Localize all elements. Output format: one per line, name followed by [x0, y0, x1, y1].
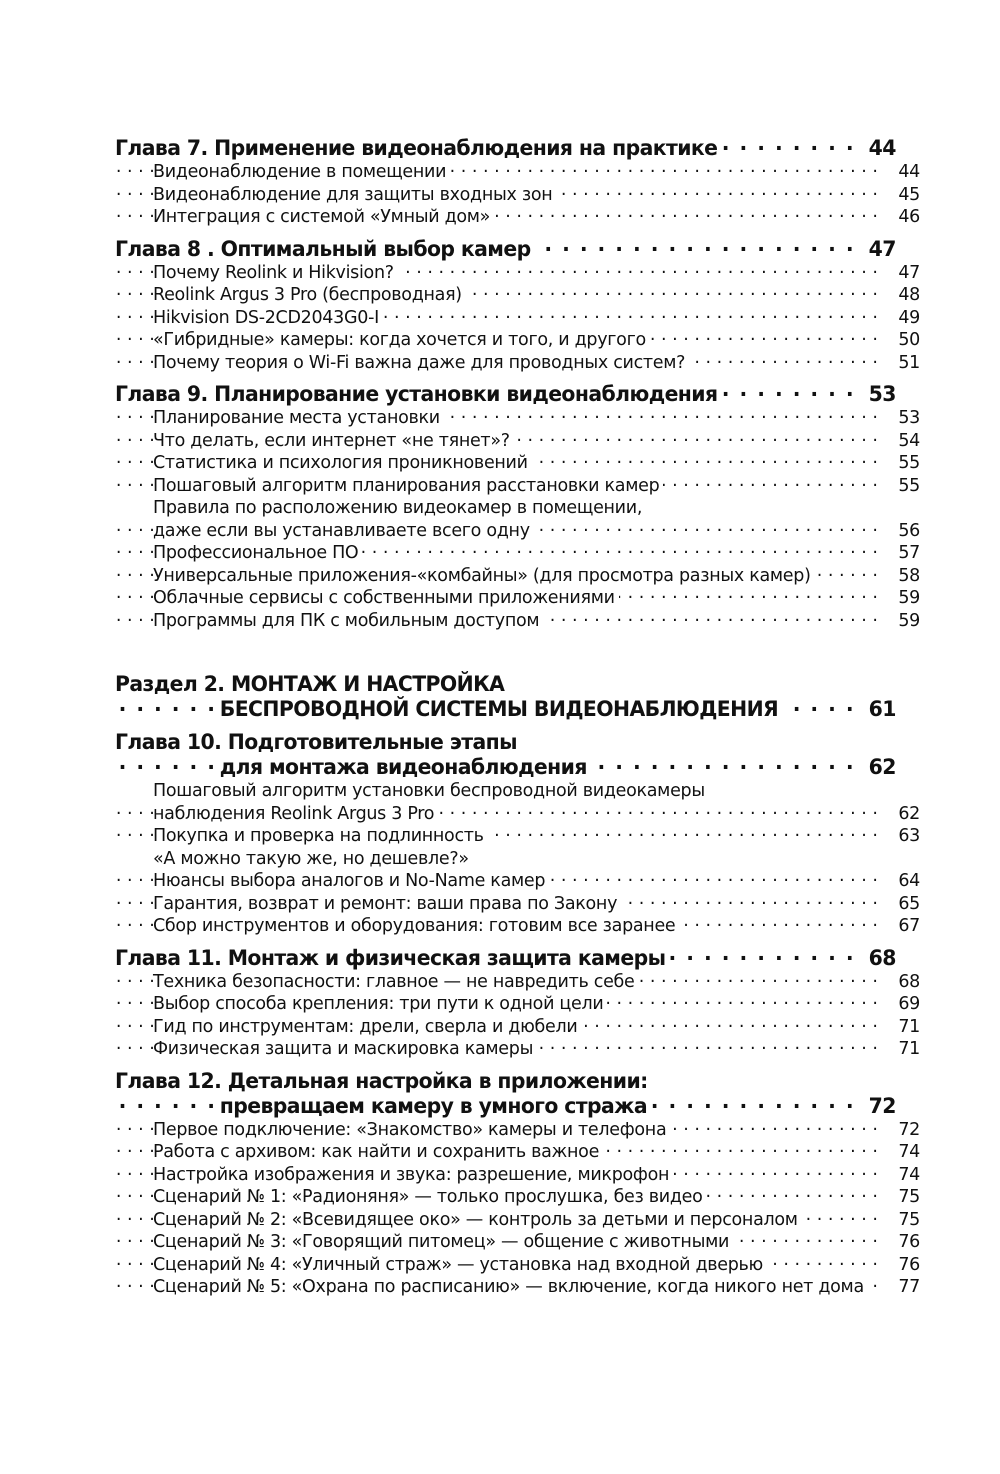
toc-entry[interactable]: [115, 1038, 920, 1061]
entry-title: Профессиональное ПО: [153, 543, 362, 563]
page-number: 71: [892, 1016, 920, 1039]
chapter-title: Глава 11. Монтаж и физическая защита камеры: [115, 946, 669, 970]
toc-entry[interactable]: [115, 542, 920, 565]
entry-title: Сценарий № 4: «Уличный страж» — установка над входной дверью: [153, 1255, 767, 1275]
toc-entry[interactable]: [115, 971, 920, 994]
chapter-7-heading[interactable]: [115, 136, 896, 161]
toc-entry[interactable]: [115, 893, 920, 916]
toc-entry[interactable]: [115, 1276, 920, 1299]
toc-entry[interactable]: [115, 307, 920, 330]
chapter-title: превращаем камеру в умного стража: [220, 1094, 651, 1118]
entry-title: Сбор инструментов и оборудования: готовим все заранее: [153, 916, 679, 936]
chapter-12-heading-line1[interactable]: [115, 1069, 896, 1094]
toc-entry[interactable]: [115, 825, 920, 848]
entry-title: Сценарий № 3: «Говорящий питомец» — общение с животными: [153, 1232, 733, 1252]
page-number: 76: [892, 1231, 920, 1254]
chapter-12-heading[interactable]: [115, 1094, 896, 1119]
page-number: 76: [892, 1254, 920, 1277]
page-number: 59: [892, 587, 920, 610]
toc-entry[interactable]: [115, 520, 920, 543]
toc-entry-line1[interactable]: [115, 848, 920, 871]
entry-title: Программы для ПК с мобильным доступом: [153, 611, 543, 631]
toc-entry[interactable]: [115, 565, 920, 588]
entry-title: Планирование места установки: [153, 408, 444, 428]
toc-entry[interactable]: [115, 430, 920, 453]
page-number: 68: [863, 946, 896, 971]
chapter-8-heading[interactable]: [115, 237, 896, 262]
page-number: 74: [892, 1164, 920, 1187]
entry-title: Физическая защита и маскировка камеры: [153, 1039, 537, 1059]
page-number: 44: [863, 136, 896, 161]
page-number: 75: [892, 1186, 920, 1209]
page-number: 59: [892, 610, 920, 633]
chapter-title: для монтажа видеонаблюдения: [220, 755, 591, 779]
toc-entry[interactable]: [115, 610, 920, 633]
page-number: 54: [892, 430, 920, 453]
entry-title: Первое подключение: «Знакомство» камеры и телефона: [153, 1120, 670, 1140]
entry-title: Почему теория о Wi-Fi важна даже для проводных систем?: [153, 353, 689, 373]
entry-title: Гид по инструментам: дрели, сверла и дюбели: [153, 1017, 581, 1037]
page-number: 46: [892, 206, 920, 229]
page-number: 44: [892, 161, 920, 184]
chapter-9-heading[interactable]: [115, 382, 896, 407]
entry-title: Настройка изображения и звука: разрешение, микрофон: [153, 1165, 673, 1185]
toc-entry[interactable]: [115, 993, 920, 1016]
chapter-title: Глава 7. Применение видеонаблюдения на практике: [115, 136, 721, 160]
chapter-11-heading[interactable]: [115, 946, 896, 971]
page-number: 72: [863, 1094, 896, 1119]
entry-title: Универсальные приложения-«комбайны» (для просмотра разных камер): [153, 566, 815, 586]
entry-title: Видеонаблюдение в помещении: [153, 162, 450, 182]
page-number: 71: [892, 1038, 920, 1061]
toc-entry[interactable]: [115, 915, 920, 938]
toc-entry[interactable]: [115, 329, 920, 352]
page-number: 53: [863, 382, 896, 407]
page-number: 75: [892, 1209, 920, 1232]
section-2-heading[interactable]: [115, 697, 896, 722]
entry-title: Сценарий № 1: «Радионяня» — только прослушка, без видео: [153, 1187, 707, 1207]
toc-entry[interactable]: [115, 452, 920, 475]
page-number: 77: [892, 1276, 920, 1299]
page-number: 53: [892, 407, 920, 430]
entry-title: Сценарий № 5: «Охрана по расписанию» — включение, когда никого нет дома: [153, 1277, 868, 1297]
toc-entry[interactable]: [115, 161, 920, 184]
toc-entry[interactable]: [115, 284, 920, 307]
page-number: 47: [892, 262, 920, 285]
entry-title: Пошаговый алгоритм планирования расстановки камер: [153, 476, 663, 496]
chapter-title: Глава 8 . Оптимальный выбор камер: [115, 237, 534, 261]
entry-title: Видеонаблюдение для защиты входных зон: [153, 185, 556, 205]
entry-title: «Гибридные» камеры: когда хочется и того, и другого: [153, 330, 650, 350]
entry-title: наблюдения Reolink Argus 3 Pro: [153, 804, 438, 824]
toc-entry[interactable]: [115, 407, 920, 430]
toc-entry[interactable]: [115, 184, 920, 207]
page-number: 55: [892, 475, 920, 498]
entry-title: даже если вы устанавливаете всего одну: [153, 521, 534, 541]
page-number: 58: [892, 565, 920, 588]
entry-title: «А можно такую же, но дешевле?»: [153, 849, 473, 869]
page-number: 62: [863, 755, 896, 780]
toc-entry[interactable]: [115, 1231, 920, 1254]
toc-entry[interactable]: [115, 352, 920, 375]
toc-entry[interactable]: [115, 262, 920, 285]
page-number: 65: [892, 893, 920, 916]
chapter-10-heading-line1[interactable]: [115, 730, 896, 755]
toc-entry[interactable]: [115, 1164, 920, 1187]
page-number: 69: [892, 993, 920, 1016]
entry-title: Облачные сервисы с собственными приложениями: [153, 588, 619, 608]
toc-entry[interactable]: [115, 475, 920, 498]
toc-entry-line1[interactable]: [115, 780, 920, 803]
page-number: 51: [892, 352, 920, 375]
chapter-10-heading[interactable]: [115, 755, 896, 780]
toc-entry[interactable]: [115, 1141, 920, 1164]
chapter-title: Глава 10. Подготовительные этапы: [115, 730, 521, 754]
page-number: 56: [892, 520, 920, 543]
page-number: 48: [892, 284, 920, 307]
page-number: 50: [892, 329, 920, 352]
toc-entry-line1[interactable]: [115, 497, 920, 520]
toc-entry[interactable]: [115, 803, 920, 826]
page-number: 61: [863, 697, 896, 722]
table-of-contents: [115, 136, 920, 1299]
page-number: 64: [892, 870, 920, 893]
entry-title: Работа с архивом: как найти и сохранить важное: [153, 1142, 603, 1162]
entry-title: Пошаговый алгоритм установки беспроводной видеокамеры: [153, 781, 709, 801]
page-number: 49: [892, 307, 920, 330]
chapter-title: Глава 9. Планирование установки видеонаблюдения: [115, 382, 721, 406]
entry-title: Статистика и психология проникновений: [153, 453, 532, 473]
toc-entry[interactable]: [115, 206, 920, 229]
page-number: 63: [892, 825, 920, 848]
entry-title: Интеграция с системой «Умный дом»: [153, 207, 494, 227]
toc-entry[interactable]: [115, 1016, 920, 1039]
entry-title: Выбор способа крепления: три пути к одной цели: [153, 994, 607, 1014]
toc-entry[interactable]: [115, 1209, 920, 1232]
section-title: Раздел 2. МОНТАЖ И НАСТРОЙКА: [115, 672, 508, 696]
page-number: 57: [892, 542, 920, 565]
page-number: 55: [892, 452, 920, 475]
toc-entry[interactable]: [115, 870, 920, 893]
page-number: 68: [892, 971, 920, 994]
toc-entry[interactable]: [115, 1186, 920, 1209]
page-number: 74: [892, 1141, 920, 1164]
page-number: 62: [892, 803, 920, 826]
toc-entry[interactable]: [115, 1119, 920, 1142]
toc-entry[interactable]: [115, 587, 920, 610]
toc-entry[interactable]: [115, 1254, 920, 1277]
page-number: 72: [892, 1119, 920, 1142]
entry-title: Reolink Argus 3 Pro (беспроводная): [153, 285, 466, 305]
entry-title: Что делать, если интернет «не тянет»?: [153, 431, 514, 451]
section-title: БЕСПРОВОДНОЙ СИСТЕМЫ ВИДЕОНАБЛЮДЕНИЯ: [220, 697, 782, 721]
entry-title: Техника безопасности: главное — не навредить себе: [153, 972, 639, 992]
section-2-heading-line1[interactable]: [115, 672, 896, 697]
page-number: 67: [892, 915, 920, 938]
entry-title: Гарантия, возврат и ремонт: ваши права по Закону: [153, 894, 621, 914]
page-number: 47: [863, 237, 896, 262]
entry-title: Почему Reolink и Hikvision?: [153, 263, 398, 283]
entry-title: Покупка и проверка на подлинность: [153, 826, 488, 846]
chapter-title: Глава 12. Детальная настройка в приложении:: [115, 1069, 652, 1093]
page-number: 45: [892, 184, 920, 207]
entry-title: Hikvision DS-2CD2043G0-I: [153, 308, 383, 328]
entry-title: Правила по расположению видеокамер в помещении,: [153, 498, 646, 518]
entry-title: Нюансы выбора аналогов и No-Name камер: [153, 871, 549, 891]
entry-title: Сценарий № 2: «Всевидящее око» — контроль за детьми и персоналом: [153, 1210, 802, 1230]
